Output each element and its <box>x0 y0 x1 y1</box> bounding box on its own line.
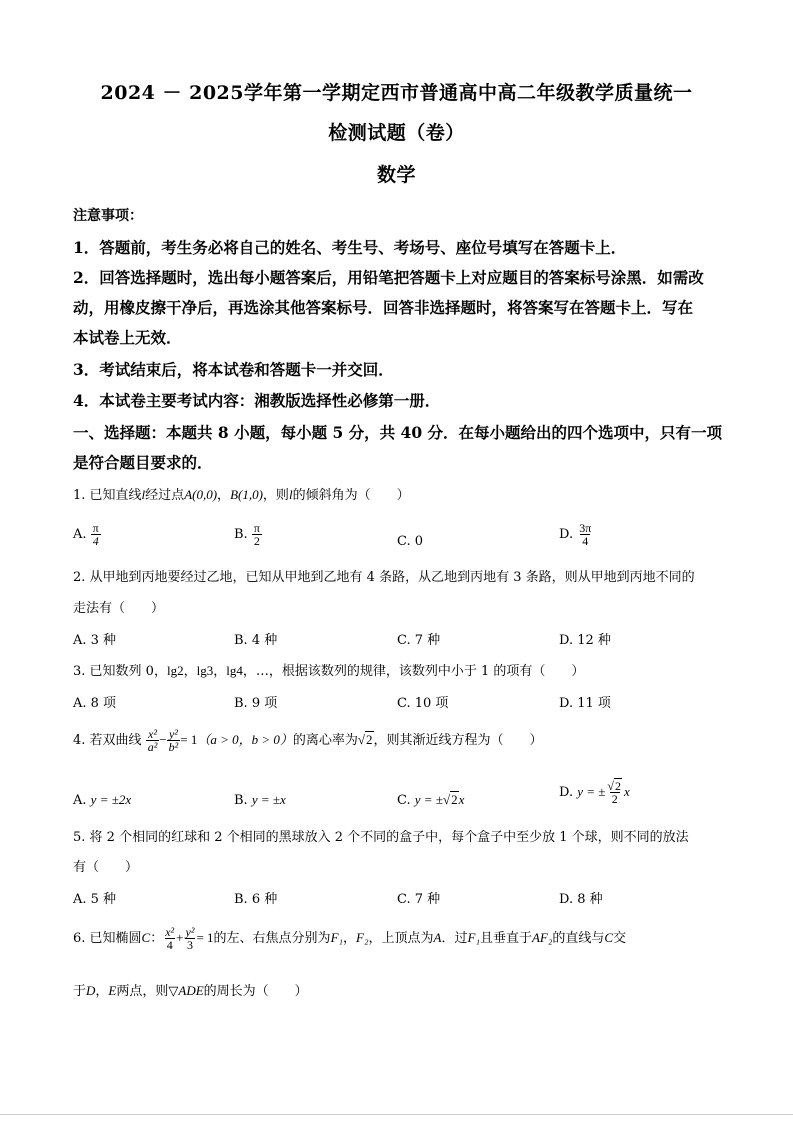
q6-ellipse-c: C <box>141 930 151 945</box>
q1-option-a-label: A. <box>73 527 87 542</box>
question-4-stem <box>73 728 543 753</box>
q4-option-a-eq: y = ±2x <box>90 792 132 807</box>
q1-point-b: B(1,0) <box>230 487 263 502</box>
q4-option-c-radicand: 2 <box>451 792 458 807</box>
q1-option-b-label: B. <box>234 527 248 542</box>
q4-y-fraction <box>167 728 181 753</box>
q3-text-2: ，…，根据该数列的规律，该数列中小于 1 的项有（ ） <box>242 664 585 679</box>
q1-text-4: ，则 <box>262 488 289 503</box>
q6-sep-2: ， <box>95 984 109 999</box>
q4-option-d-post: x <box>624 784 630 799</box>
notice-item-2-line2: 动，用橡皮擦干净后，再选涂其他答案标号．回答非选择题时，将答案写在答题卡上．写在 <box>73 298 694 317</box>
q3-term-lg3: lg3 <box>196 663 214 678</box>
q5-option-c: C. 7 种 <box>397 892 441 907</box>
section1-header-line1: 一、选择题：本题共 8 小题，每小题 5 分，共 40 分．在每小题给出的四个选项中，只有一项 <box>73 423 723 442</box>
q6-x-num: x² <box>165 925 175 939</box>
question-6-line2 <box>73 980 308 999</box>
q6-point-d: D <box>86 983 96 998</box>
q1-option-a <box>73 522 101 547</box>
q4-sqrt-two: √2 <box>357 732 373 747</box>
q4-option-a <box>73 792 131 808</box>
q4-x-den: a² <box>147 740 158 754</box>
q1-a-num: π <box>92 521 99 535</box>
q2-option-c: C. 7 种 <box>397 633 441 648</box>
notice-item-3: 3．考试结束后，将本试卷和答题卡一并交回． <box>73 360 394 379</box>
exam-title-line2: 检测试题（卷） <box>328 122 465 144</box>
q4-x-num: x² <box>148 727 157 741</box>
q2-option-b: B. 4 种 <box>234 633 278 648</box>
q4-option-b-label: B. <box>234 793 248 808</box>
q3-option-d: D. 11 项 <box>559 696 611 711</box>
q4-option-d-pre: y = ± <box>577 784 606 799</box>
q1-text-5: 的倾斜角为（ ） <box>292 488 410 503</box>
q1-d-num: 3π <box>579 521 592 535</box>
q4-y-num: y² <box>168 727 178 741</box>
q1-d-den: 4 <box>582 534 589 548</box>
q6-segment-af2: AF₂ <box>531 930 553 945</box>
q3-text-1: 3. 已知数列 0， <box>73 664 167 679</box>
q4-minus: − <box>159 732 167 747</box>
q1-option-a-fraction <box>91 522 101 547</box>
q4-option-d-fraction <box>605 780 624 805</box>
q3-option-c: C. 10 项 <box>397 696 449 711</box>
q4-x-fraction <box>146 728 160 753</box>
q4-option-d-radicand: 2 <box>615 779 622 793</box>
q6-text-3: ，上顶点为 <box>368 931 434 946</box>
q6-x-den: 4 <box>166 938 173 952</box>
q1-text-3: ， <box>217 488 231 503</box>
q6-vertex-a: A <box>433 930 442 945</box>
question-3-stem <box>73 660 584 679</box>
q4-option-c-label: C. <box>397 793 411 808</box>
q1-point-a: A(0,0) <box>184 487 218 502</box>
question-2-line1: 2. 从甲地到丙地要经过乙地，已知从甲地到乙地有 4 条路，从乙地到丙地有 3 条路，则从甲地到丙地不同的 <box>73 570 695 585</box>
q4-text-1: 4. 若双曲线 <box>73 733 142 748</box>
subject-title: 数学 <box>376 164 416 186</box>
q6-triangle-ade: ▽ADE <box>168 983 204 998</box>
q4-option-c-pre: y = ± <box>414 792 443 807</box>
q6-x-fraction <box>163 926 176 951</box>
q1-line-l-2: l <box>288 487 293 502</box>
q6-focus-f2: F₂ <box>356 930 369 945</box>
q3-term-lg2: lg2 <box>166 663 184 678</box>
exam-title-line1: 2024 － 2025学年第一学期定西市普通高中高二年级教学质量统一 <box>100 82 693 104</box>
q1-option-b-fraction <box>252 522 262 547</box>
q1-option-c: C. 0 <box>397 534 424 549</box>
q6-text-2: 的左、右焦点分别为 <box>213 931 331 946</box>
q4-condition: （a > 0，b > 0） <box>197 732 293 747</box>
q1-text-1: 1. 已知直线 <box>73 488 142 503</box>
q4-text-2: 的离心率为 <box>292 733 358 748</box>
q4-option-c-sqrt: √2 <box>442 792 458 807</box>
q4-option-a-label: A. <box>73 793 87 808</box>
q4-sqrt-radicand: 2 <box>366 732 373 747</box>
q6-text-4: ．过 <box>441 931 468 946</box>
q4-option-d <box>559 780 630 805</box>
q6-line2-text-3: 的周长为（ ） <box>203 984 308 999</box>
q3-option-a: A. 8 项 <box>73 696 117 711</box>
q3-term-lg4: lg4 <box>226 663 243 678</box>
q1-option-d <box>559 522 593 547</box>
q4-option-c <box>397 792 464 808</box>
q3-sep-1: ， <box>183 664 197 679</box>
q6-text-6: 的直线与 <box>552 931 605 946</box>
q4-option-d-den: 2 <box>611 792 618 806</box>
q6-y-num: y² <box>185 925 195 939</box>
q4-option-b <box>234 792 286 808</box>
q1-text-2: 经过点 <box>145 488 185 503</box>
question-6-line1 <box>73 926 626 951</box>
q1-option-b <box>234 522 262 547</box>
q5-option-d: D. 8 种 <box>559 892 603 907</box>
q1-a-den: 4 <box>92 534 99 548</box>
question-5-line2: 有（ ） <box>73 860 139 875</box>
q6-line2-text-1: 于 <box>73 984 87 999</box>
q6-colon: ： <box>150 931 164 946</box>
q6-text-5: 且垂直于 <box>479 931 532 946</box>
q1-b-num: π <box>253 521 260 535</box>
notice-item-2-line1: 2．回答选择题时，选出每小题答案后，用铅笔把答题卡上对应题目的答案标号涂黑．如需改 <box>73 268 704 287</box>
q6-plus: + <box>176 930 184 945</box>
question-2-line2: 走法有（ ） <box>73 601 165 616</box>
q6-text-7: 交 <box>613 931 627 946</box>
question-5-line1: 5. 将 2 个相同的红球和 2 个相同的黑球放入 2 个不同的盒子中，每个盒子中至少放 1 个球，则不同的放法 <box>73 830 689 845</box>
q4-option-b-eq: y = ±x <box>251 792 286 807</box>
q1-option-d-label: D. <box>559 527 574 542</box>
q1-line-l: l <box>141 487 146 502</box>
q1-b-den: 2 <box>253 534 260 548</box>
q6-focus-f1-2: F₁ <box>467 930 480 945</box>
q4-equals: = 1 <box>180 732 198 747</box>
notice-item-2-line3: 本试卷上无效． <box>73 328 182 347</box>
q6-y-den: 3 <box>186 938 193 952</box>
page-bottom-divider <box>0 1114 793 1115</box>
q4-text-3: ，则其渐近线方程为（ ） <box>373 733 543 748</box>
q6-equals: = 1 <box>196 930 214 945</box>
section1-header-line2: 是符合题目要求的． <box>73 453 213 472</box>
q6-y-fraction <box>184 926 197 951</box>
q6-focus-f1: F₁ <box>330 930 344 945</box>
notice-item-4: 4．本试卷主要考试内容：湘教版选择性必修第一册． <box>73 391 441 410</box>
q2-option-d: D. 12 种 <box>559 633 611 648</box>
q4-option-d-label: D. <box>559 785 574 800</box>
notice-item-1: 1．答题前，考生务必将自己的姓名、考生号、考场号、座位号填写在答题卡上． <box>73 238 627 257</box>
q4-option-c-post: x <box>458 792 465 807</box>
q5-option-b: B. 6 种 <box>234 892 278 907</box>
q6-ellipse-c-2: C <box>604 930 614 945</box>
q2-option-a: A. 3 种 <box>73 633 117 648</box>
q3-sep-2: ， <box>213 664 227 679</box>
notice-heading: 注意事项： <box>73 208 143 224</box>
q6-text-1: 6. 已知椭圆 <box>73 931 142 946</box>
q4-option-d-num: √2 <box>607 779 622 793</box>
q1-option-d-fraction <box>577 522 593 547</box>
question-1-stem <box>73 484 410 503</box>
q6-line2-text-2: 两点，则 <box>116 984 169 999</box>
q4-y-den: b² <box>168 740 179 754</box>
q5-option-a: A. 5 种 <box>73 892 117 907</box>
q3-option-b: B. 9 项 <box>234 696 278 711</box>
q6-point-e: E <box>108 983 117 998</box>
q6-sep-1: ， <box>343 931 357 946</box>
